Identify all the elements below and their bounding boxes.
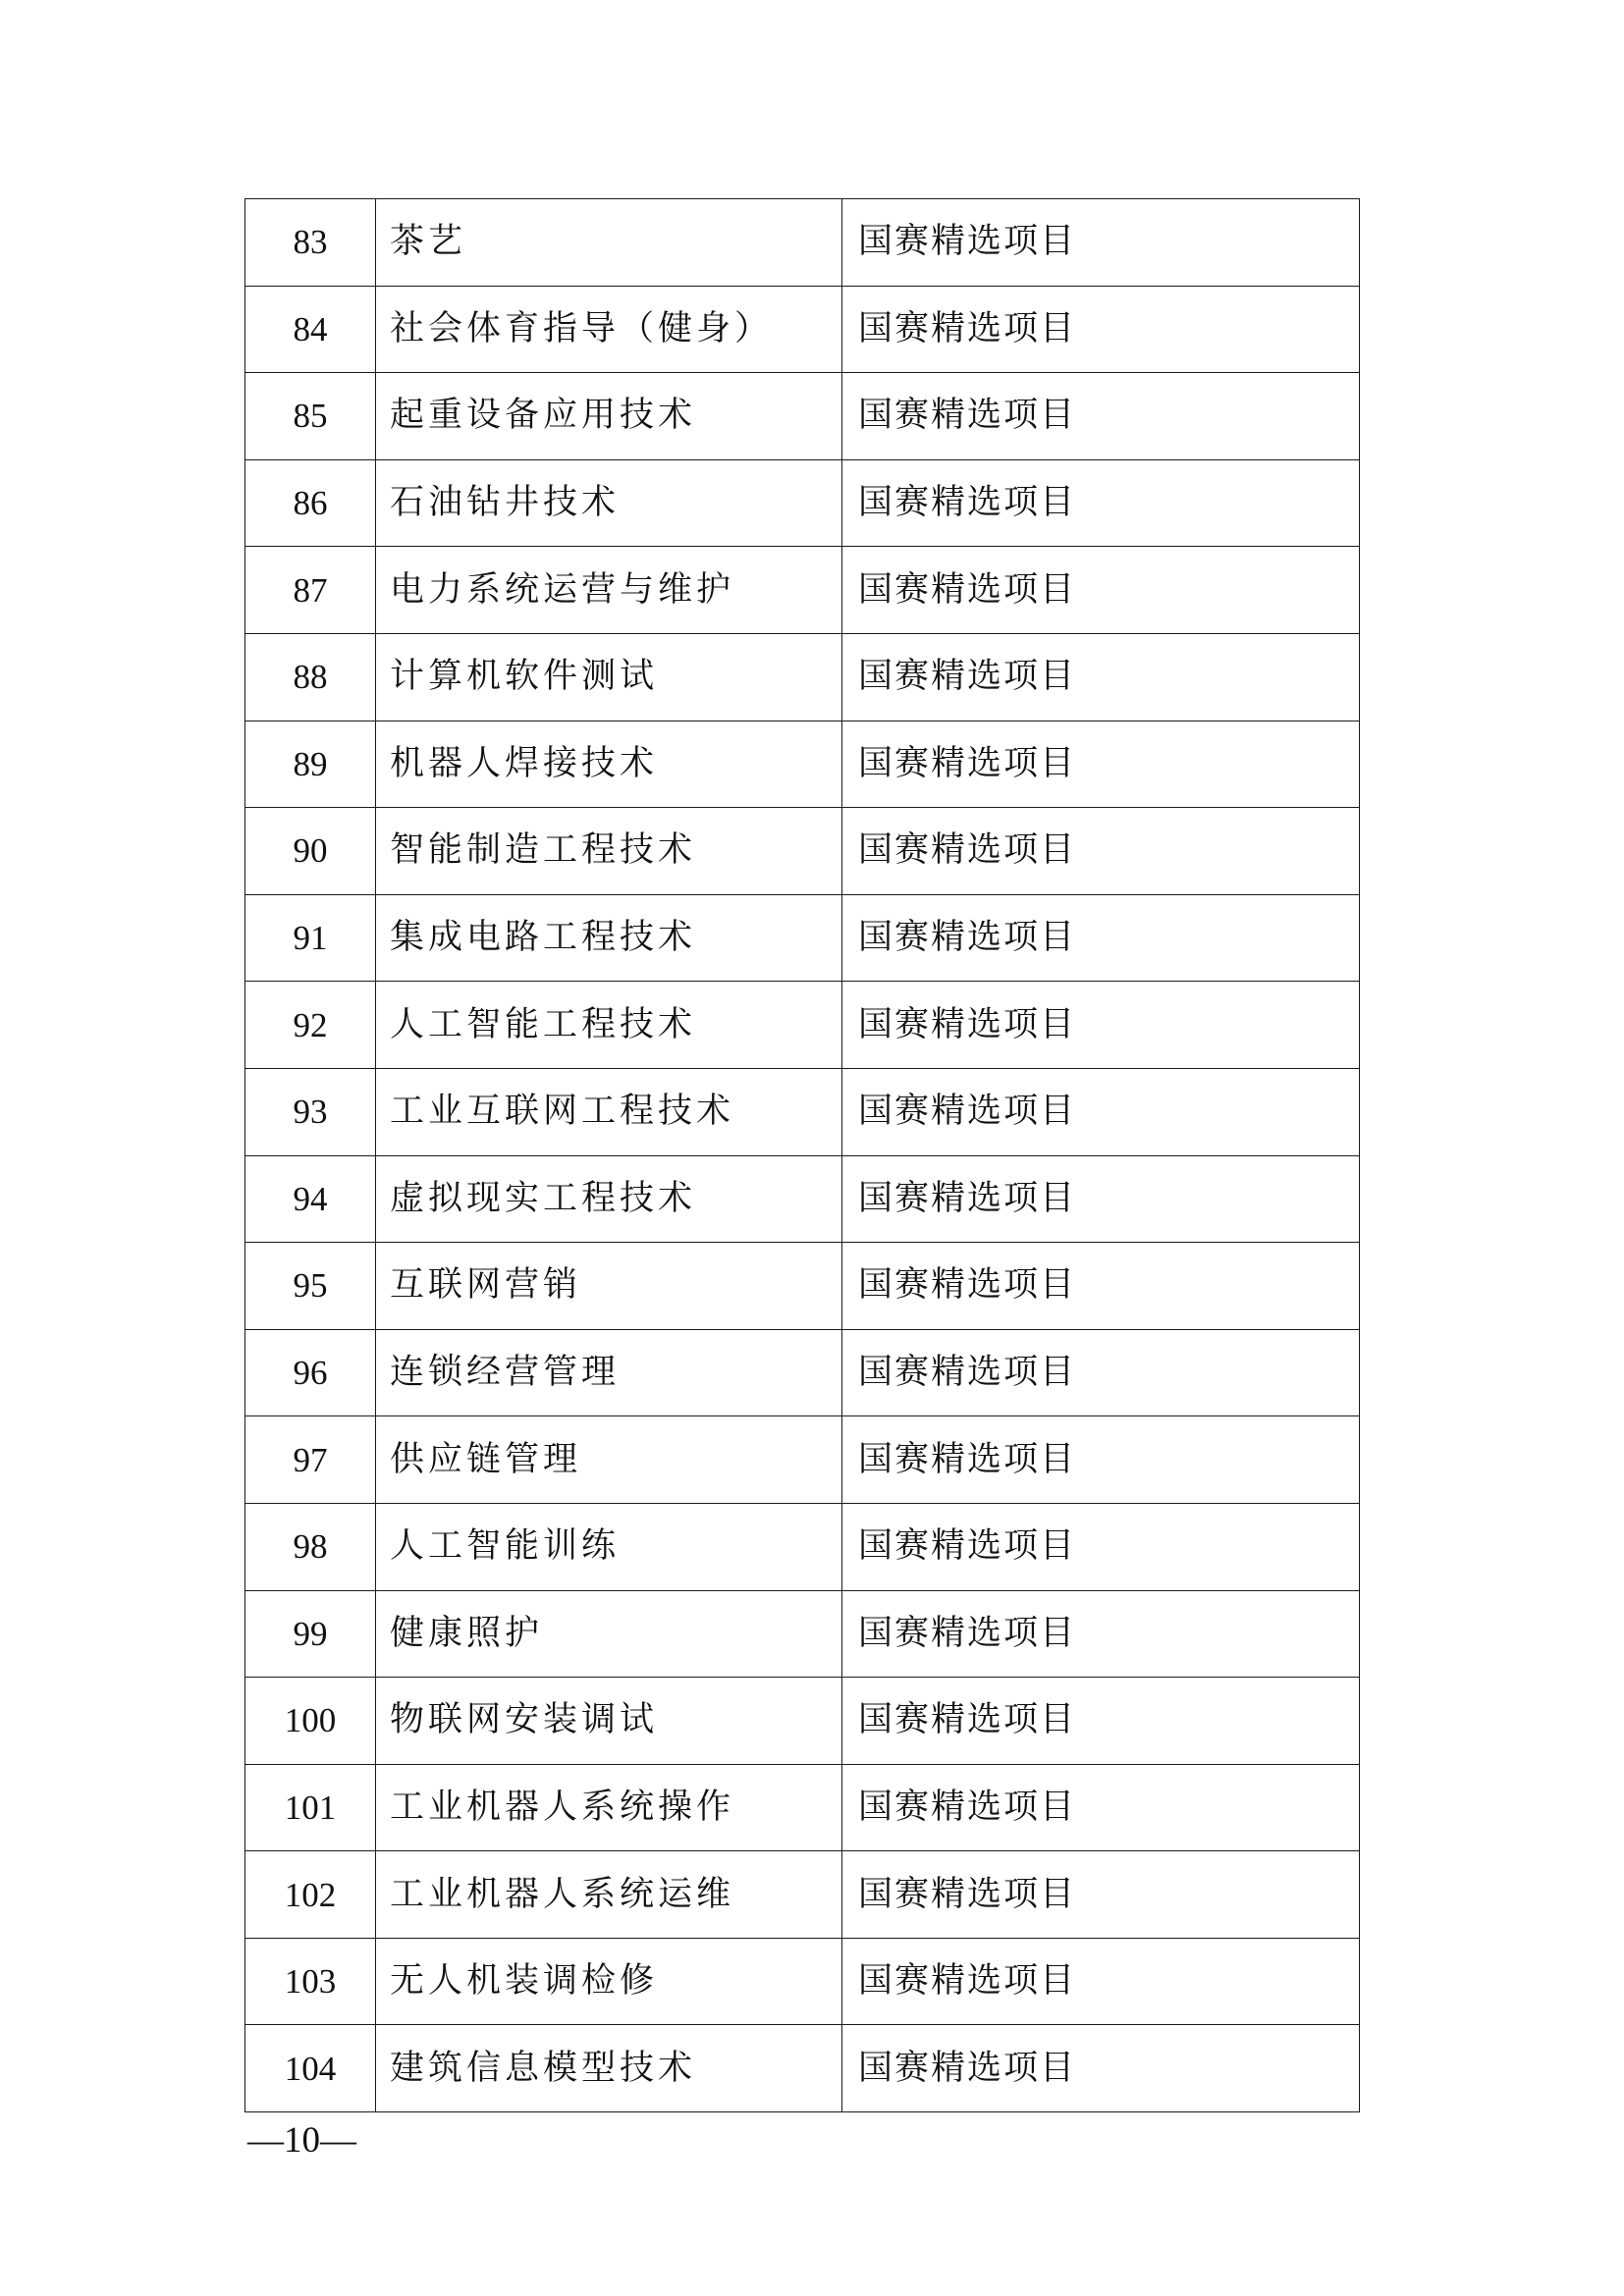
project-name-cell: 人工智能工程技术 <box>376 982 842 1069</box>
table-row <box>245 1416 1360 1504</box>
project-category-cell: 国赛精选项目 <box>842 199 1360 287</box>
project-category-cell: 国赛精选项目 <box>842 633 1360 721</box>
table-row <box>245 459 1360 547</box>
row-number-cell: 83 <box>245 199 376 287</box>
table-row <box>245 1851 1360 1939</box>
project-category-cell: 国赛精选项目 <box>842 1503 1360 1590</box>
project-name-cell: 智能制造工程技术 <box>376 808 842 895</box>
project-name-cell: 机器人焊接技术 <box>376 721 842 808</box>
table-row <box>245 2025 1360 2112</box>
table-row <box>245 1503 1360 1590</box>
row-number-cell: 91 <box>245 894 376 982</box>
row-number-cell: 103 <box>245 1938 376 2025</box>
table-row <box>245 633 1360 721</box>
project-category-cell: 国赛精选项目 <box>842 982 1360 1069</box>
project-name-cell: 石油钻井技术 <box>376 459 842 547</box>
row-number-cell: 94 <box>245 1155 376 1243</box>
project-name-cell: 无人机装调检修 <box>376 1938 842 2025</box>
row-number-cell: 102 <box>245 1851 376 1939</box>
project-category-cell: 国赛精选项目 <box>842 808 1360 895</box>
row-number-cell: 104 <box>245 2025 376 2112</box>
table-row <box>245 1678 1360 1765</box>
table-row <box>245 286 1360 373</box>
row-number-cell: 87 <box>245 547 376 634</box>
row-number-cell: 93 <box>245 1068 376 1155</box>
project-category-cell: 国赛精选项目 <box>842 286 1360 373</box>
table-row <box>245 721 1360 808</box>
project-name-cell: 计算机软件测试 <box>376 633 842 721</box>
project-name-cell: 工业机器人系统运维 <box>376 1851 842 1939</box>
project-category-cell: 国赛精选项目 <box>842 1416 1360 1504</box>
table-row <box>245 808 1360 895</box>
page-number: —10— <box>247 2120 356 2161</box>
row-number-cell: 96 <box>245 1329 376 1416</box>
row-number-cell: 84 <box>245 286 376 373</box>
project-category-cell: 国赛精选项目 <box>842 894 1360 982</box>
project-name-cell: 人工智能训练 <box>376 1503 842 1590</box>
row-number-cell: 98 <box>245 1503 376 1590</box>
project-name-cell: 健康照护 <box>376 1590 842 1678</box>
project-category-cell: 国赛精选项目 <box>842 1243 1360 1330</box>
project-category-cell: 国赛精选项目 <box>842 1155 1360 1243</box>
table-row <box>245 1243 1360 1330</box>
table-row <box>245 1938 1360 2025</box>
project-name-cell: 起重设备应用技术 <box>376 373 842 460</box>
table-row <box>245 547 1360 634</box>
row-number-cell: 89 <box>245 721 376 808</box>
project-category-cell: 国赛精选项目 <box>842 2025 1360 2112</box>
table-row <box>245 1764 1360 1851</box>
row-number-cell: 92 <box>245 982 376 1069</box>
table-row <box>245 1155 1360 1243</box>
row-number-cell: 85 <box>245 373 376 460</box>
project-name-cell: 集成电路工程技术 <box>376 894 842 982</box>
table-row <box>245 894 1360 982</box>
row-number-cell: 95 <box>245 1243 376 1330</box>
project-name-cell: 工业机器人系统操作 <box>376 1764 842 1851</box>
row-number-cell: 100 <box>245 1678 376 1765</box>
project-category-cell: 国赛精选项目 <box>842 1068 1360 1155</box>
project-category-cell: 国赛精选项目 <box>842 547 1360 634</box>
project-name-cell: 虚拟现实工程技术 <box>376 1155 842 1243</box>
row-number-cell: 97 <box>245 1416 376 1504</box>
table-row <box>245 199 1360 287</box>
project-name-cell: 建筑信息模型技术 <box>376 2025 842 2112</box>
row-number-cell: 90 <box>245 808 376 895</box>
project-category-cell: 国赛精选项目 <box>842 721 1360 808</box>
project-name-cell: 社会体育指导（健身） <box>376 286 842 373</box>
project-category-cell: 国赛精选项目 <box>842 1678 1360 1765</box>
project-name-cell: 互联网营销 <box>376 1243 842 1330</box>
project-name-cell: 供应链管理 <box>376 1416 842 1504</box>
table-row <box>245 373 1360 460</box>
table-row <box>245 1068 1360 1155</box>
project-category-cell: 国赛精选项目 <box>842 1329 1360 1416</box>
project-category-cell: 国赛精选项目 <box>842 373 1360 460</box>
project-category-cell: 国赛精选项目 <box>842 1764 1360 1851</box>
table-body <box>245 199 1360 2112</box>
table-row <box>245 1590 1360 1678</box>
project-name-cell: 茶艺 <box>376 199 842 287</box>
project-name-cell: 连锁经营管理 <box>376 1329 842 1416</box>
table-row <box>245 982 1360 1069</box>
project-category-cell: 国赛精选项目 <box>842 459 1360 547</box>
row-number-cell: 86 <box>245 459 376 547</box>
table-row <box>245 1329 1360 1416</box>
row-number-cell: 88 <box>245 633 376 721</box>
project-category-cell: 国赛精选项目 <box>842 1590 1360 1678</box>
project-category-cell: 国赛精选项目 <box>842 1851 1360 1939</box>
competition-project-table <box>244 198 1360 2112</box>
project-name-cell: 电力系统运营与维护 <box>376 547 842 634</box>
row-number-cell: 99 <box>245 1590 376 1678</box>
project-name-cell: 工业互联网工程技术 <box>376 1068 842 1155</box>
project-category-cell: 国赛精选项目 <box>842 1938 1360 2025</box>
row-number-cell: 101 <box>245 1764 376 1851</box>
project-name-cell: 物联网安装调试 <box>376 1678 842 1765</box>
